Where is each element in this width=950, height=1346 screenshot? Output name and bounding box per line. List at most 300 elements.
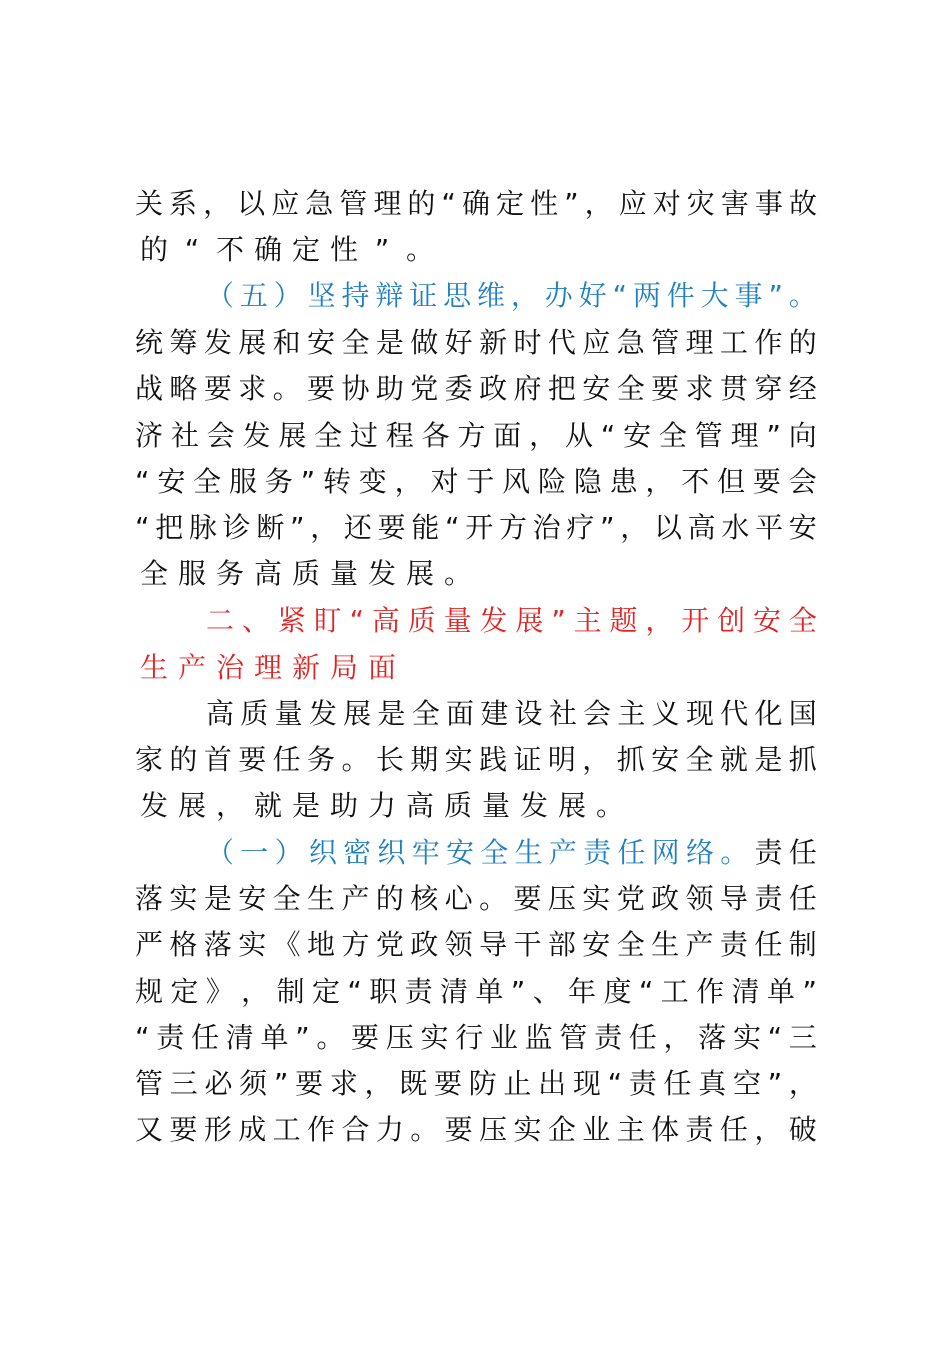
text-char: 五 — [239, 279, 268, 312]
text-char: 事 — [754, 187, 783, 220]
text-char: 年 — [568, 975, 597, 1008]
text-char: 协 — [341, 372, 370, 405]
text-char: （ — [206, 279, 235, 312]
text-char: 、 — [532, 975, 561, 1008]
text-char: 要 — [238, 743, 267, 776]
text-char: 的 — [375, 882, 404, 915]
text-char: 定 — [311, 975, 340, 1008]
text-char: 把 — [547, 372, 576, 405]
text-char: 方 — [341, 928, 370, 961]
text-char: 量 — [481, 789, 510, 822]
text-char: 要 — [752, 465, 781, 498]
text-char: 险 — [537, 465, 566, 498]
body-line-6 — [135, 413, 817, 459]
text-char: ” — [273, 1067, 289, 1100]
text-char: 全 — [616, 372, 645, 405]
text-char: 量 — [329, 557, 358, 590]
text-char: 》 — [205, 975, 234, 1008]
text-char: 心 — [444, 882, 473, 915]
text-char: 合 — [341, 1113, 370, 1146]
text-char: 高 — [371, 604, 400, 637]
text-char: 责 — [628, 1067, 657, 1100]
text-char: 量 — [443, 604, 472, 637]
text-char: 。 — [405, 233, 434, 266]
text-char: 工 — [719, 326, 748, 359]
text-char: ， — [510, 279, 539, 312]
text-char: 性 — [530, 187, 559, 220]
text-char: 过 — [349, 419, 378, 452]
text-char: 以 — [237, 187, 266, 220]
text-char: 服 — [228, 465, 257, 498]
text-char: 格 — [169, 928, 198, 961]
text-char: 织 — [377, 836, 406, 869]
text-char: 责 — [156, 1021, 185, 1054]
text-char: 关 — [135, 187, 164, 220]
text-char: 化 — [754, 697, 783, 730]
text-char: 安 — [445, 836, 474, 869]
text-char: 监 — [524, 1021, 553, 1054]
text-char: 定 — [496, 187, 525, 220]
text-char: ， — [645, 604, 674, 637]
text-char: 不 — [681, 465, 710, 498]
text-char: ， — [529, 419, 558, 452]
text-char: 方 — [457, 419, 486, 452]
text-char: 开 — [465, 511, 494, 544]
text-char: 安 — [753, 604, 782, 637]
text-char: 时 — [513, 326, 542, 359]
text-char: 定 — [291, 233, 320, 266]
text-char: 地 — [307, 928, 336, 961]
text-char: 程 — [385, 419, 414, 452]
text-char: 真 — [698, 1067, 727, 1100]
text-char: 代 — [720, 697, 749, 730]
text-char: 质 — [407, 604, 436, 637]
text-char: 两 — [632, 279, 661, 312]
body-line-12 — [206, 691, 817, 737]
text-char: 展 — [238, 326, 267, 359]
text-char: 盯 — [313, 604, 342, 637]
text-char: 度 — [603, 975, 632, 1008]
text-char: 紧 — [277, 604, 306, 637]
text-char: 社 — [170, 419, 199, 452]
text-char: 是 — [375, 326, 404, 359]
body-line-16 — [135, 876, 817, 922]
text-char: 全 — [341, 326, 370, 359]
text-char: “ — [349, 604, 365, 637]
text-char: 政 — [410, 928, 439, 961]
text-char: “ — [135, 465, 150, 498]
text-char: 核 — [410, 882, 439, 915]
text-char: 。 — [479, 882, 508, 915]
text-char: 工 — [272, 1113, 301, 1146]
text-char: 践 — [479, 743, 508, 776]
text-char: “ — [607, 1067, 623, 1100]
text-char: 服 — [177, 557, 206, 590]
text-char: 证 — [513, 743, 542, 776]
text-char: 以 — [653, 511, 682, 544]
text-char: 。 — [595, 789, 624, 822]
text-char: 生 — [307, 882, 336, 915]
text-char: 产 — [341, 882, 370, 915]
text-char: 题 — [609, 604, 638, 637]
text-char: 隐 — [573, 465, 602, 498]
text-char: ） — [274, 836, 303, 869]
text-char: 抓 — [616, 743, 645, 776]
text-char: 家 — [135, 743, 164, 776]
text-char: 管 — [339, 187, 368, 220]
text-char: 安 — [651, 743, 680, 776]
text-char: 二 — [206, 604, 235, 637]
text-char: 代 — [547, 326, 576, 359]
text-char: 业 — [582, 1113, 611, 1146]
text-char: 转 — [322, 465, 351, 498]
text-char: 确 — [461, 187, 490, 220]
text-char: 。 — [788, 279, 817, 312]
text-char: ” — [767, 1067, 783, 1100]
body-line-14 — [135, 783, 817, 829]
text-char: 清 — [225, 1021, 254, 1054]
text-char: 任 — [190, 1021, 219, 1054]
text-char: 。 — [316, 1021, 345, 1054]
text-char: 的 — [169, 743, 198, 776]
text-char: 就 — [253, 789, 282, 822]
text-char: 就 — [719, 743, 748, 776]
text-char: 压 — [479, 1113, 508, 1146]
text-char: 系 — [169, 187, 198, 220]
text-char: “ — [441, 187, 456, 220]
text-char: 断 — [256, 511, 285, 544]
text-char: ， — [584, 187, 613, 220]
text-char: 领 — [444, 928, 473, 961]
text-char: 责 — [685, 1113, 714, 1146]
text-char: 大 — [700, 279, 729, 312]
text-char: 持 — [341, 279, 370, 312]
text-char: 变 — [358, 465, 387, 498]
text-char: 全 — [480, 836, 509, 869]
text-char: 统 — [135, 326, 164, 359]
section-heading-two — [206, 598, 817, 644]
text-char: ， — [788, 1067, 817, 1100]
text-char: 安 — [157, 465, 186, 498]
text-char: 全 — [616, 928, 645, 961]
text-char: 管 — [559, 1021, 588, 1054]
text-char: 作 — [307, 1113, 336, 1146]
text-char: 定 — [170, 975, 199, 1008]
text-char: 助 — [329, 789, 358, 822]
text-char: 和 — [272, 326, 301, 359]
text-char: 理 — [730, 419, 759, 452]
text-char: “ — [638, 975, 654, 1008]
text-char: 发 — [242, 419, 271, 452]
text-char: 要 — [295, 1067, 324, 1100]
text-char: 是 — [291, 789, 320, 822]
text-char: 实 — [732, 1021, 761, 1054]
text-char: 务 — [307, 743, 336, 776]
text-char: 平 — [755, 511, 784, 544]
text-char: “ — [347, 975, 362, 1008]
text-char: 责 — [754, 836, 783, 869]
text-char: 要 — [307, 372, 336, 405]
text-char: 单 — [260, 1021, 289, 1054]
text-char: 坚 — [307, 279, 336, 312]
text-char: 任 — [617, 836, 646, 869]
text-char: 是 — [754, 743, 783, 776]
text-char: 质 — [291, 557, 320, 590]
text-char: 责 — [719, 928, 748, 961]
text-char: 全 — [658, 419, 687, 452]
text-char: 任 — [788, 836, 817, 869]
text-char: 生 — [514, 836, 543, 869]
text-char: 新 — [291, 651, 320, 684]
text-char: 展 — [278, 419, 307, 452]
text-char: 新 — [479, 326, 508, 359]
text-char: 略 — [169, 372, 198, 405]
text-char: 辩 — [375, 279, 404, 312]
text-char: ” — [374, 233, 390, 266]
text-char: 治 — [532, 511, 561, 544]
text-char: 方 — [498, 511, 527, 544]
body-line-1 — [135, 181, 817, 227]
text-char: 但 — [717, 465, 746, 498]
text-char: ” — [300, 465, 316, 498]
text-char: “ — [135, 511, 150, 544]
text-char: 务 — [264, 465, 293, 498]
text-char: ” — [768, 279, 783, 312]
text-char: 应 — [582, 326, 611, 359]
text-char: 展 — [343, 697, 372, 730]
text-char: 是 — [377, 697, 406, 730]
text-char: 不 — [215, 233, 244, 266]
text-char: 既 — [399, 1067, 428, 1100]
text-char: 务 — [215, 557, 244, 590]
text-char: 风 — [502, 465, 531, 498]
text-char: 任 — [663, 1067, 692, 1100]
text-char: 导 — [479, 928, 508, 961]
text-char: 还 — [343, 511, 372, 544]
text-char: 干 — [513, 928, 542, 961]
text-char: 安 — [788, 511, 817, 544]
text-char: 全 — [272, 882, 301, 915]
text-char: ， — [310, 511, 339, 544]
text-char: 。 — [272, 372, 301, 405]
body-line-13 — [135, 737, 817, 783]
text-char: 急 — [305, 187, 334, 220]
text-char: 诊 — [222, 511, 251, 544]
text-char: 好 — [444, 326, 473, 359]
text-char: 现 — [572, 1067, 601, 1100]
text-char: 各 — [421, 419, 450, 452]
text-char: ” — [600, 511, 615, 544]
text-char: 党 — [375, 928, 404, 961]
text-char: “ — [445, 511, 460, 544]
text-char: 会 — [206, 419, 235, 452]
text-char: 于 — [466, 465, 495, 498]
text-char: 面 — [493, 419, 522, 452]
text-char: 主 — [573, 604, 602, 637]
text-char: ， — [394, 465, 423, 498]
text-char: ” — [290, 511, 305, 544]
text-char: 思 — [443, 279, 472, 312]
text-char: 必 — [204, 1067, 233, 1100]
text-char: 发 — [139, 789, 168, 822]
text-char: 领 — [685, 882, 714, 915]
text-char: （ — [206, 836, 235, 869]
text-char: 安 — [307, 326, 336, 359]
text-char: 压 — [385, 1021, 414, 1054]
text-char: 发 — [479, 604, 508, 637]
text-char: 设 — [514, 697, 543, 730]
text-char: 体 — [651, 1113, 680, 1146]
text-char: 办 — [544, 279, 573, 312]
text-char: 理 — [373, 187, 402, 220]
text-char: 对 — [430, 465, 459, 498]
text-char: 部 — [547, 928, 576, 961]
text-char: 能 — [411, 511, 440, 544]
text-char: 责 — [594, 1021, 623, 1054]
text-char: “ — [184, 233, 200, 266]
text-char: ， — [582, 743, 611, 776]
text-char: ， — [364, 1067, 393, 1100]
text-char: 要 — [433, 1067, 462, 1100]
text-char: 全 — [139, 557, 168, 590]
text-char: 职 — [369, 975, 398, 1008]
text-char: 管 — [135, 1067, 164, 1100]
text-char: 生 — [139, 651, 168, 684]
text-char: ” — [295, 1021, 310, 1054]
text-char: 全 — [314, 419, 343, 452]
text-char: 织 — [308, 836, 337, 869]
text-char: 络 — [685, 836, 714, 869]
text-char: ， — [663, 1021, 692, 1054]
text-char: 制 — [788, 928, 817, 961]
text-char: 会 — [788, 465, 817, 498]
text-char: 实 — [238, 928, 267, 961]
text-char: ， — [215, 789, 244, 822]
text-char: 经 — [788, 372, 817, 405]
text-char: 力 — [375, 1113, 404, 1146]
text-char: 社 — [548, 697, 577, 730]
text-char: 义 — [651, 697, 680, 730]
body-line-17 — [135, 922, 817, 968]
text-char: 国 — [788, 697, 817, 730]
text-char: 面 — [445, 697, 474, 730]
text-char: 网 — [651, 836, 680, 869]
text-char: “ — [767, 1021, 783, 1054]
text-char: “ — [600, 419, 616, 452]
text-char: 明 — [547, 743, 576, 776]
text-char: 形 — [203, 1113, 232, 1146]
text-char: 。 — [410, 1113, 439, 1146]
text-char: 展 — [405, 557, 434, 590]
text-char: 管 — [651, 326, 680, 359]
text-char: 成 — [238, 1113, 267, 1146]
text-char: 党 — [410, 372, 439, 405]
text-char: 性 — [329, 233, 358, 266]
text-char: 压 — [547, 882, 576, 915]
text-char: 防 — [468, 1067, 497, 1100]
text-char: 害 — [720, 187, 749, 220]
text-char: 一 — [240, 836, 269, 869]
text-char: 《 — [272, 928, 301, 961]
text-char: 展 — [557, 789, 586, 822]
subheading-five — [206, 273, 817, 319]
text-char: 。 — [443, 557, 472, 590]
text-char: 实 — [420, 1021, 449, 1054]
text-char: 主 — [617, 697, 646, 730]
text-char: 密 — [343, 836, 372, 869]
text-char: 责 — [583, 836, 612, 869]
text-char: 党 — [616, 882, 645, 915]
text-char: 生 — [651, 928, 680, 961]
text-char: 做 — [410, 326, 439, 359]
text-char: 脉 — [188, 511, 217, 544]
text-char: 高 — [687, 511, 716, 544]
text-char: 。 — [341, 743, 370, 776]
text-char: 安 — [582, 372, 611, 405]
text-char: 全 — [411, 697, 440, 730]
text-char: 须 — [239, 1067, 268, 1100]
text-char: 产 — [685, 928, 714, 961]
text-char: 发 — [308, 697, 337, 730]
text-char: 产 — [177, 651, 206, 684]
text-char: 从 — [564, 419, 593, 452]
text-char: 理 — [253, 651, 282, 684]
text-char: 作 — [696, 975, 725, 1008]
text-char: 确 — [253, 233, 282, 266]
text-char: 助 — [375, 372, 404, 405]
text-char: 向 — [788, 419, 817, 452]
text-char: ” — [510, 975, 526, 1008]
body-line-20 — [135, 1061, 817, 1107]
text-char: 贯 — [719, 372, 748, 405]
text-char: ” — [551, 604, 566, 637]
text-char: 业 — [489, 1021, 518, 1054]
text-char: 导 — [719, 882, 748, 915]
body-line-4 — [135, 320, 817, 366]
text-char: 应 — [271, 187, 300, 220]
text-char: 安 — [238, 882, 267, 915]
text-char: 牢 — [411, 836, 440, 869]
text-char: ” — [802, 975, 817, 1008]
text-char: 创 — [717, 604, 746, 637]
body-line-7 — [135, 459, 817, 505]
text-char: 管 — [694, 419, 723, 452]
text-char: 任 — [719, 1113, 748, 1146]
text-char: 任 — [628, 1021, 657, 1054]
body-line-5 — [135, 366, 817, 412]
text-char: 是 — [203, 882, 232, 915]
text-char: 政 — [651, 882, 680, 915]
text-char: 规 — [135, 975, 164, 1008]
text-char: 清 — [440, 975, 469, 1008]
text-char: 要 — [203, 372, 232, 405]
text-char: “ — [612, 279, 628, 312]
section-heading-two-cont — [135, 645, 817, 691]
text-char: 全 — [788, 604, 817, 637]
body-line-8 — [135, 505, 817, 551]
text-char: 开 — [681, 604, 710, 637]
text-char: 现 — [685, 697, 714, 730]
text-char: 量 — [274, 697, 303, 730]
body-line-9 — [135, 551, 817, 597]
text-char: 安 — [582, 928, 611, 961]
text-char: 又 — [135, 1113, 164, 1146]
text-char: 把 — [155, 511, 184, 544]
text-char: 发 — [367, 557, 396, 590]
text-char: 、 — [241, 604, 270, 637]
text-char: 任 — [788, 882, 817, 915]
text-char: 患 — [609, 465, 638, 498]
